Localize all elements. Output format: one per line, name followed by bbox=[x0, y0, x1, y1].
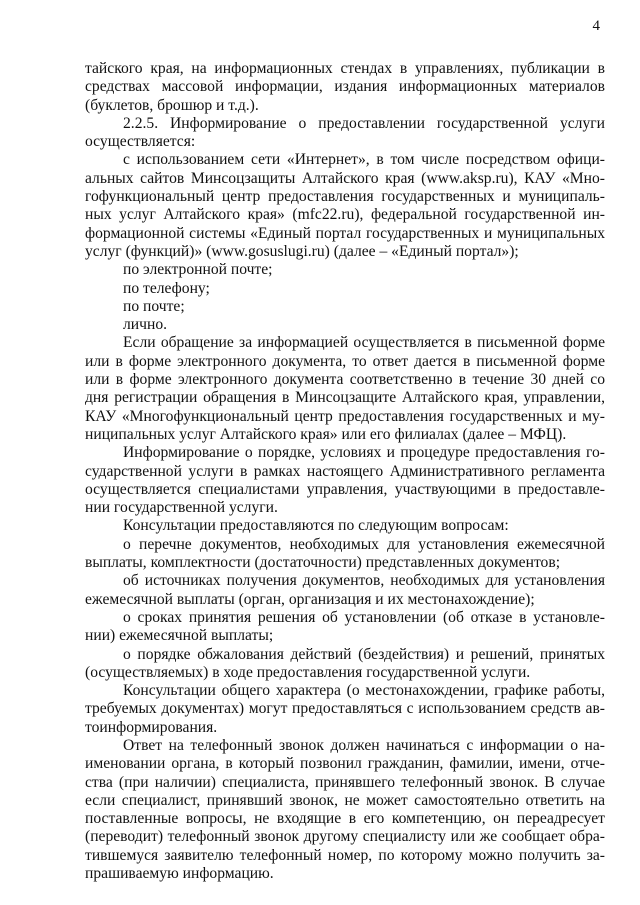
text-line: прашиваемую информацию. bbox=[85, 865, 274, 883]
text-line: средствах массовой информации, издания информационных материалов bbox=[85, 78, 605, 96]
text-line: требуемых документах) могут предоставляться с использованием средств ав- bbox=[85, 700, 605, 718]
text-line: услуг (функций)» (www.gosuslugi.ru) (далее – «Единый портал»); bbox=[85, 242, 519, 260]
text-line: о перечне документов, необходимых для установления ежемесячной bbox=[123, 535, 605, 553]
text-line: дня регистрации обращения в Минсоцзащите Алтайского края, управлении, bbox=[85, 389, 605, 407]
text-line: (осуществляемых) в ходе предоставления государственной услуги. bbox=[85, 663, 531, 681]
text-line: по электронной почте; bbox=[123, 261, 273, 279]
text-line: (буклетов, брошюр и т.д.). bbox=[85, 96, 259, 114]
text-line: нии) ежемесячной выплаты; bbox=[85, 627, 274, 645]
text-line: по почте; bbox=[123, 297, 185, 315]
text-line: формационной системы «Единый портал государственных и муниципальных bbox=[85, 224, 605, 242]
text-line: Консультации предоставляются по следующим вопросам: bbox=[123, 517, 509, 535]
text-line: о порядке обжалования действий (бездействия) и решений, принятых bbox=[123, 645, 605, 663]
text-line: с использованием сети «Интернет», в том числе посредством офици- bbox=[123, 151, 605, 169]
text-line: осуществляется специалистами управления, участвующими в предоставле- bbox=[85, 480, 605, 498]
text-line: выплаты, комплектности (достаточности) представленных документов; bbox=[85, 554, 561, 572]
text-line: об источниках получения документов, необходимых для установления bbox=[123, 572, 605, 590]
text-line: именовании органа, в который позвонил гражданин, фамилии, имени, отче- bbox=[85, 755, 605, 773]
text-line: тоинформирования. bbox=[85, 718, 218, 736]
text-line: ежемесячной выплаты (орган, организация и их местонахождение); bbox=[85, 590, 535, 608]
text-line: альных сайтов Минсоцзащиты Алтайского края (www.aksp.ru), КАУ «Мно- bbox=[85, 169, 605, 187]
text-line: тившемуся заявителю телефонный номер, по которому можно получить за- bbox=[85, 846, 605, 864]
text-line: Консультации общего характера (о местонахождении, графике работы, bbox=[123, 682, 605, 700]
text-line: гофункциональный центр предоставления государственных и муниципаль- bbox=[85, 188, 605, 206]
text-line: осуществляется: bbox=[85, 133, 196, 151]
text-line: или в форме электронного документа соответственно в течение 30 дней со bbox=[85, 371, 605, 389]
text-line: ства (при наличии) специалиста, принявшего телефонный звонок. В случае bbox=[85, 773, 605, 791]
text-line: сударственной услуги в рамках настоящего Административного регламента bbox=[85, 462, 605, 480]
text-line: Информирование о порядке, условиях и процедуре предоставления го- bbox=[123, 444, 605, 462]
text-line: поставленные вопросы, не входящие в его компетенцию, он переадресует bbox=[85, 810, 605, 828]
text-line: ных услуг Алтайского края» (mfc22.ru), федеральной государственной ин- bbox=[85, 206, 605, 224]
text-line: ниципальных услуг Алтайского края» или его филиалах (далее – МФЦ). bbox=[85, 425, 567, 443]
page-number: 4 bbox=[592, 18, 600, 34]
text-line: Если обращение за информацией осуществляется в письменной форме bbox=[123, 334, 605, 352]
text-line: лично. bbox=[123, 316, 168, 334]
text-line: или в форме электронного документа, то ответ дается в письменной форме bbox=[85, 352, 605, 370]
text-line: КАУ «Многофункциональный центр предоставления государственных и му- bbox=[85, 407, 605, 425]
text-line: по телефону; bbox=[123, 279, 210, 297]
text-line: тайского края, на информационных стендах в управлениях, публикации в bbox=[85, 60, 605, 77]
text-line: 2.2.5. Информирование о предоставлении государственной услуги bbox=[123, 114, 605, 132]
document-body bbox=[85, 60, 605, 883]
text-line: нии государственной услуги. bbox=[85, 499, 278, 517]
text-line: если специалист, принявший звонок, не может самостоятельно ответить на bbox=[85, 791, 605, 809]
text-line: о сроках принятия решения об установлении (об отказе в установле- bbox=[123, 608, 605, 626]
text-line: Ответ на телефонный звонок должен начинаться с информации о на- bbox=[123, 736, 605, 754]
text-line: (переводит) телефонный звонок другому специалисту или же сообщает обра- bbox=[85, 828, 605, 846]
